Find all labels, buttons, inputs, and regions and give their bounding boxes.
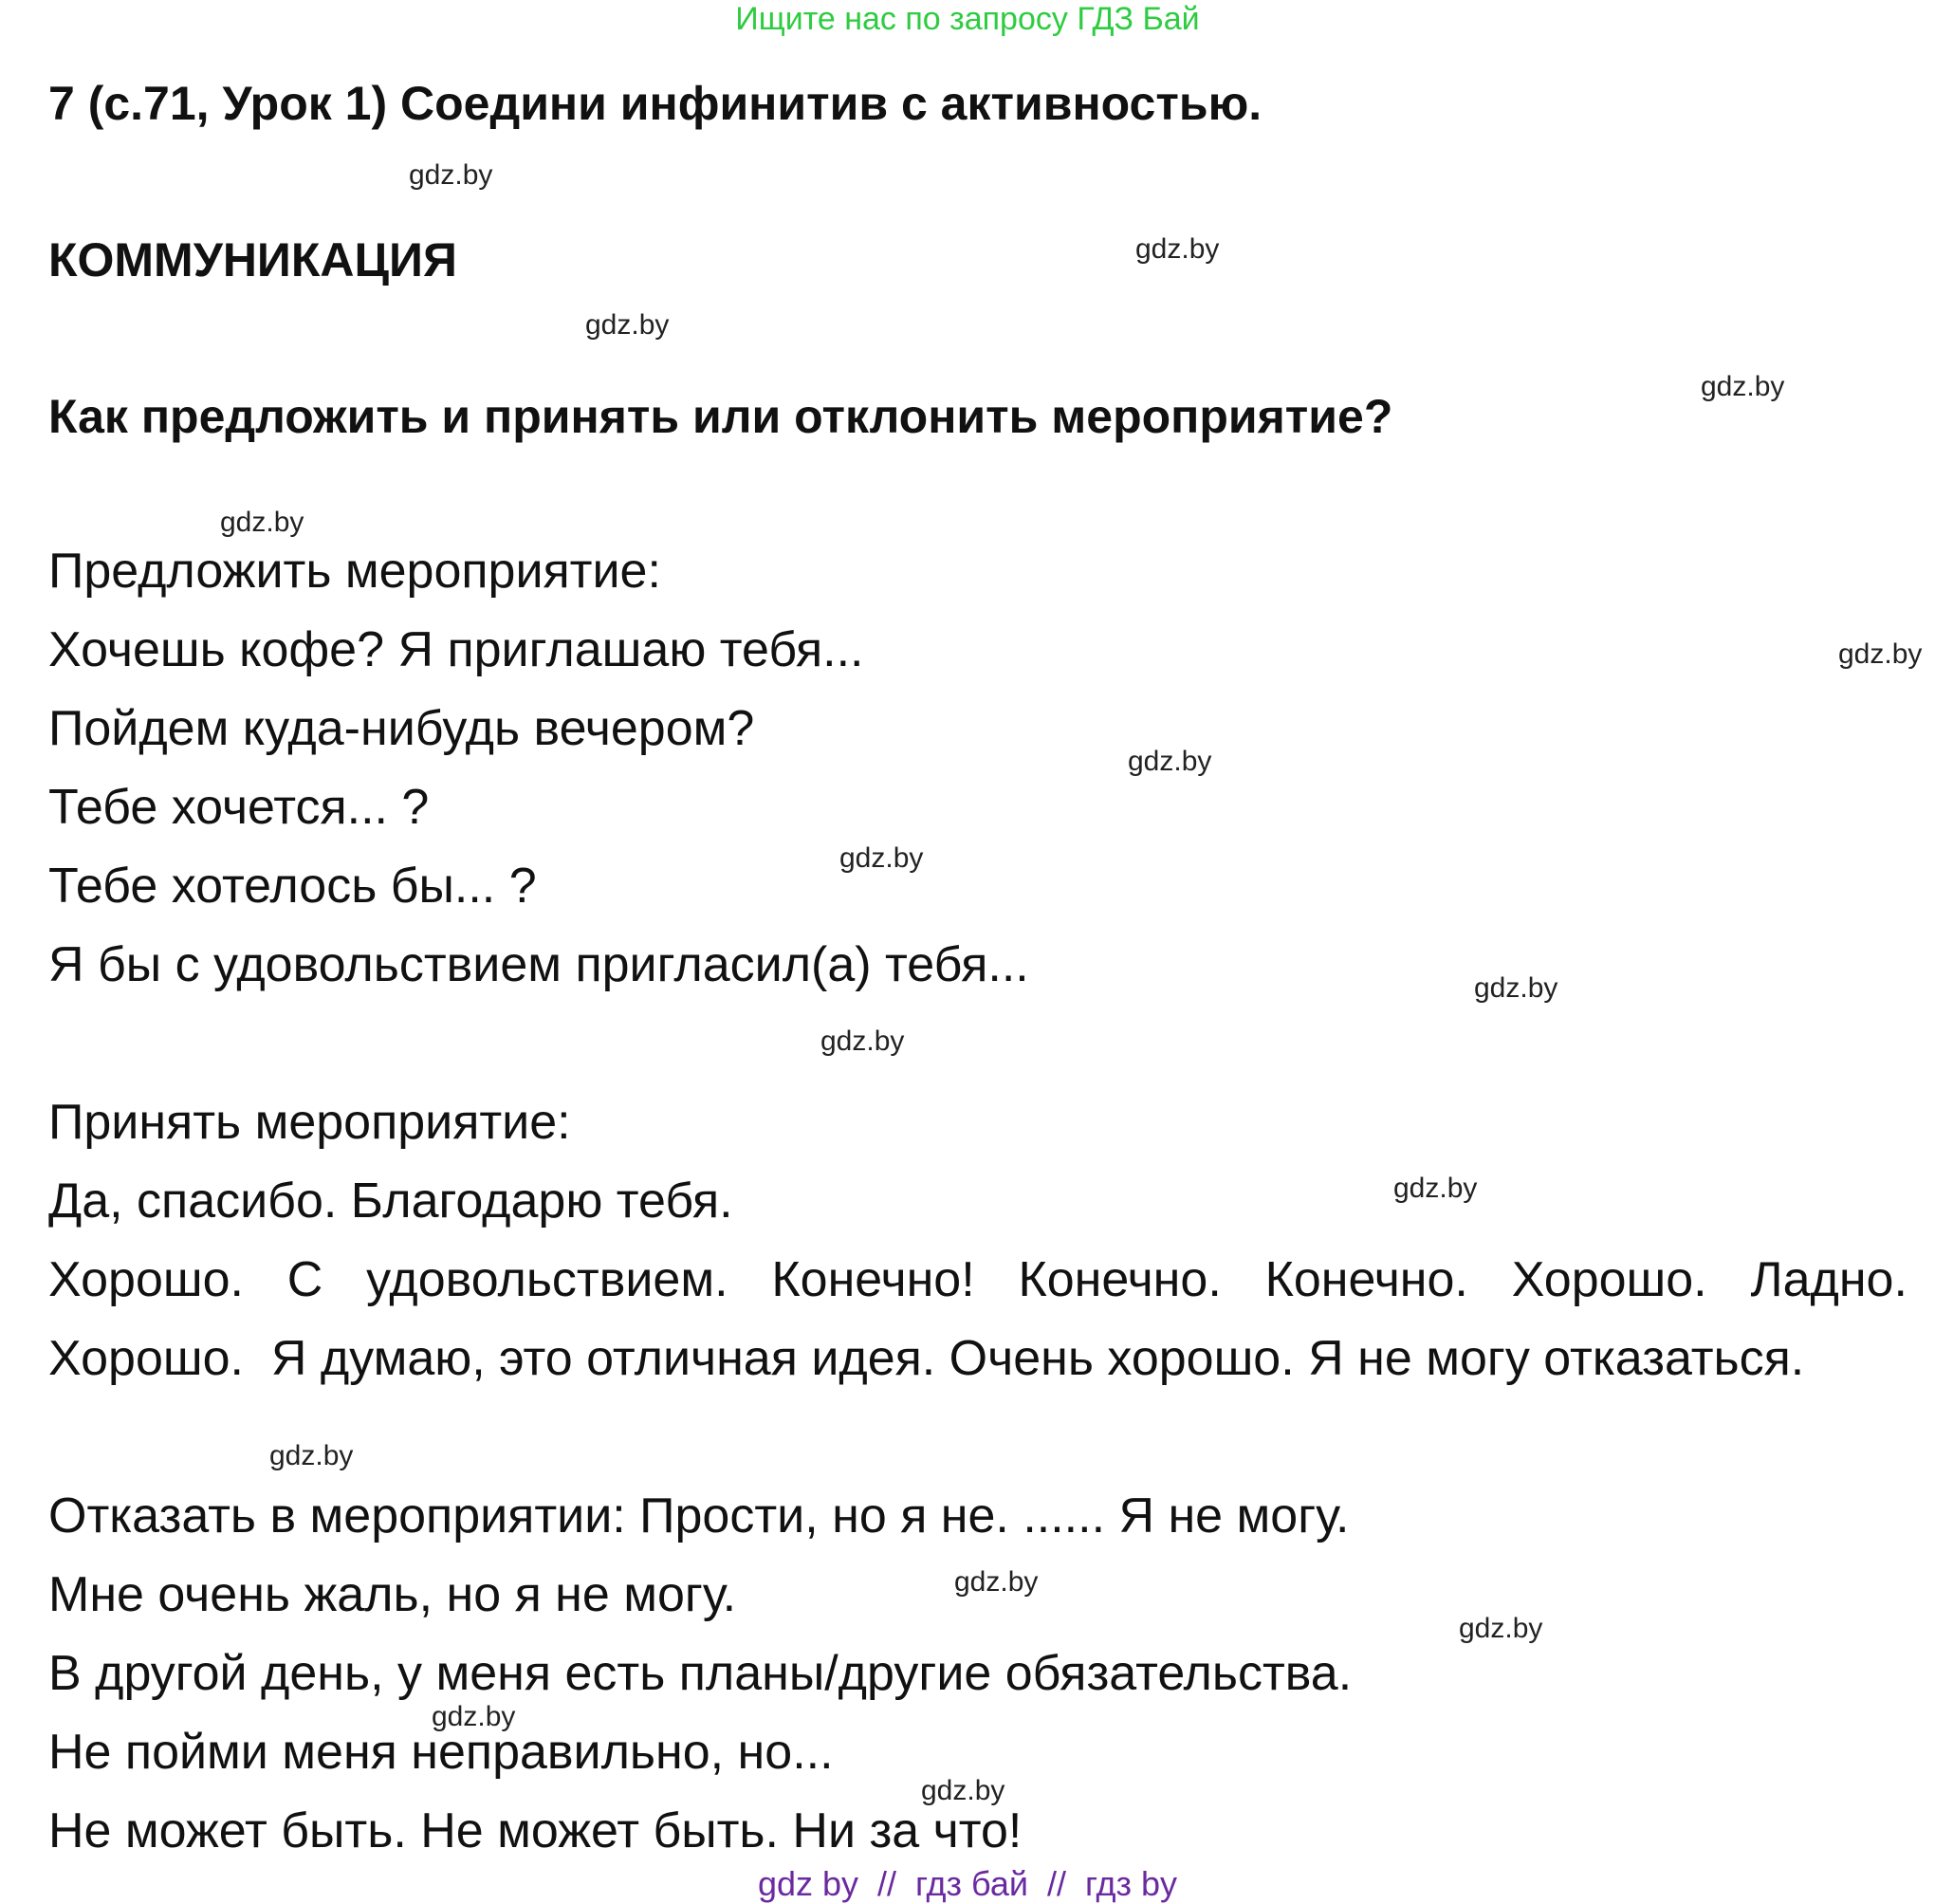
- section-heading: КОММУНИКАЦИЯ: [48, 233, 457, 287]
- watermark: gdz.by: [409, 159, 493, 191]
- accept-line: Хорошо. Я думаю, это отличная идея. Очень хорошо. Я не могу отказаться.: [48, 1331, 1805, 1386]
- accept-word: Конечно!: [771, 1252, 975, 1307]
- decline-line: Отказать в мероприятии: Прости, но я не. ...... Я не могу.: [48, 1488, 1350, 1544]
- watermark: gdz.by: [269, 1440, 354, 1471]
- watermark: gdz.by: [1128, 746, 1212, 777]
- top-banner: Ищите нас по запросу ГДЗ Бай: [735, 1, 1200, 37]
- propose-line: Хочешь кофе? Я приглашаю тебя...: [48, 622, 864, 677]
- watermark: gdz.by: [1459, 1613, 1543, 1644]
- accept-word: Ладно.: [1750, 1252, 1907, 1307]
- decline-line: Не может быть. Не может быть. Ни за что!: [48, 1803, 1023, 1858]
- watermark: gdz.by: [1838, 638, 1923, 670]
- accept-word: Конечно.: [1264, 1252, 1468, 1307]
- decline-line: Мне очень жаль, но я не могу.: [48, 1567, 737, 1622]
- propose-line: Я бы с удовольствием пригласил(а) тебя...: [48, 937, 1029, 992]
- question-heading: Как предложить и принять или отклонить мероприятие?: [48, 390, 1393, 443]
- watermark: gdz.by: [954, 1566, 1039, 1598]
- accept-word: С: [286, 1252, 323, 1307]
- propose-line: Пойдем куда-нибудь вечером?: [48, 701, 755, 756]
- watermark: gdz.by: [220, 507, 304, 538]
- accept-line: Да, спасибо. Благодарю тебя.: [48, 1174, 733, 1229]
- accept-word: удовольствием.: [366, 1252, 728, 1307]
- watermark: gdz.by: [432, 1701, 516, 1732]
- watermark: gdz.by: [1393, 1173, 1478, 1204]
- accept-word: Хорошо.: [1511, 1252, 1707, 1307]
- propose-line: Тебе хочется... ?: [48, 780, 430, 835]
- accept-word: Конечно.: [1018, 1252, 1222, 1307]
- accept-word: Хорошо.: [48, 1252, 244, 1307]
- decline-line: В другой день, у меня есть планы/другие обязательства.: [48, 1646, 1353, 1701]
- watermark: gdz.by: [585, 309, 670, 341]
- watermark: gdz.by: [820, 1026, 905, 1057]
- watermark: gdz.by: [1135, 233, 1220, 265]
- task-title: 7 (с.71, Урок 1) Соедини инфинитив с активностью.: [48, 77, 1262, 130]
- watermark: gdz.by: [839, 842, 924, 874]
- watermark: gdz.by: [1474, 972, 1558, 1004]
- watermark: gdz.by: [1701, 371, 1785, 402]
- watermark: gdz.by: [921, 1775, 1005, 1806]
- propose-line: Тебе хотелось бы... ?: [48, 859, 537, 914]
- accept-line-justified: [48, 1251, 1907, 1308]
- accept-heading: Принять мероприятие:: [48, 1095, 571, 1150]
- decline-line: Не пойми меня неправильно, но...: [48, 1725, 834, 1780]
- footer: gdz by // гдз бай // гдз by: [757, 1864, 1178, 1903]
- propose-heading: Предложить мероприятие:: [48, 544, 661, 599]
